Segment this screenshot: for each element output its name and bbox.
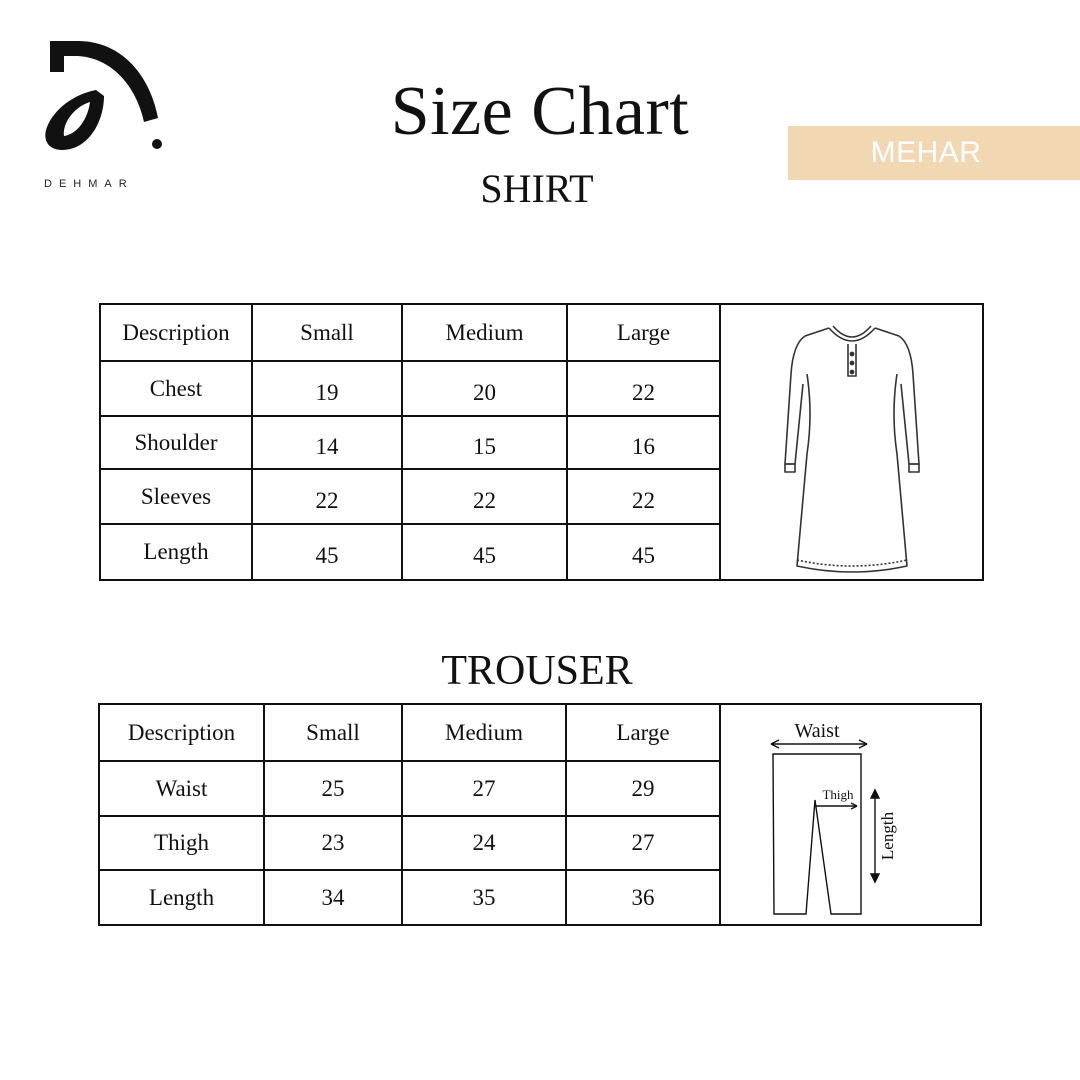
table-header-row [100, 304, 983, 361]
row-label: Thigh [99, 816, 264, 870]
cell-medium: 35 [402, 870, 566, 925]
table-header-row [99, 704, 981, 761]
row-label: Waist [99, 761, 264, 816]
cell-large: 22 [567, 361, 720, 416]
cell-small: 22 [252, 469, 402, 524]
cell-small: 34 [264, 870, 402, 925]
row-label: Chest [100, 361, 252, 416]
cell-large: 27 [566, 816, 720, 870]
cell-large: 45 [567, 524, 720, 580]
header-small: Small [252, 304, 402, 361]
header-medium: Medium [402, 704, 566, 761]
cell-small: 23 [264, 816, 402, 870]
cell-large: 22 [567, 469, 720, 524]
header-medium: Medium [402, 304, 567, 361]
cell-small: 19 [252, 361, 402, 416]
trouser-section-title: TROUSER [441, 648, 633, 694]
shirt-illustration-icon [777, 314, 927, 574]
header-large: Large [567, 304, 720, 361]
cell-large: 36 [566, 870, 720, 925]
cell-small: 45 [252, 524, 402, 580]
row-label: Sleeves [100, 469, 252, 524]
cell-medium: 15 [402, 416, 567, 469]
header-small: Small [264, 704, 402, 761]
header-description: Description [99, 704, 264, 761]
brand-name: DEHMAR [44, 178, 134, 190]
shirt-size-table [99, 303, 984, 581]
length-label: Length [877, 811, 897, 860]
cell-medium: 24 [402, 816, 566, 870]
waist-label: Waist [793, 719, 840, 742]
row-label: Length [100, 524, 252, 580]
shirt-section-title: SHIRT [480, 166, 594, 211]
trouser-diagram-icon [751, 710, 951, 920]
cell-medium: 27 [402, 761, 566, 816]
trouser-size-table [98, 703, 982, 926]
header-description: Description [100, 304, 252, 361]
shirt-illustration-cell [720, 304, 983, 580]
page-title: Size Chart [390, 73, 690, 150]
cell-medium: 20 [402, 361, 567, 416]
cell-medium: 45 [402, 524, 567, 580]
cell-small: 14 [252, 416, 402, 469]
cell-small: 25 [264, 761, 402, 816]
collection-badge: MEHAR [788, 126, 1080, 180]
cell-large: 29 [566, 761, 720, 816]
row-label: Shoulder [100, 416, 252, 469]
row-label: Length [99, 870, 264, 925]
cell-large: 16 [567, 416, 720, 469]
cell-medium: 22 [402, 469, 567, 524]
trouser-diagram-cell [720, 704, 981, 925]
thigh-label: Thigh [821, 786, 854, 802]
header-large: Large [566, 704, 720, 761]
